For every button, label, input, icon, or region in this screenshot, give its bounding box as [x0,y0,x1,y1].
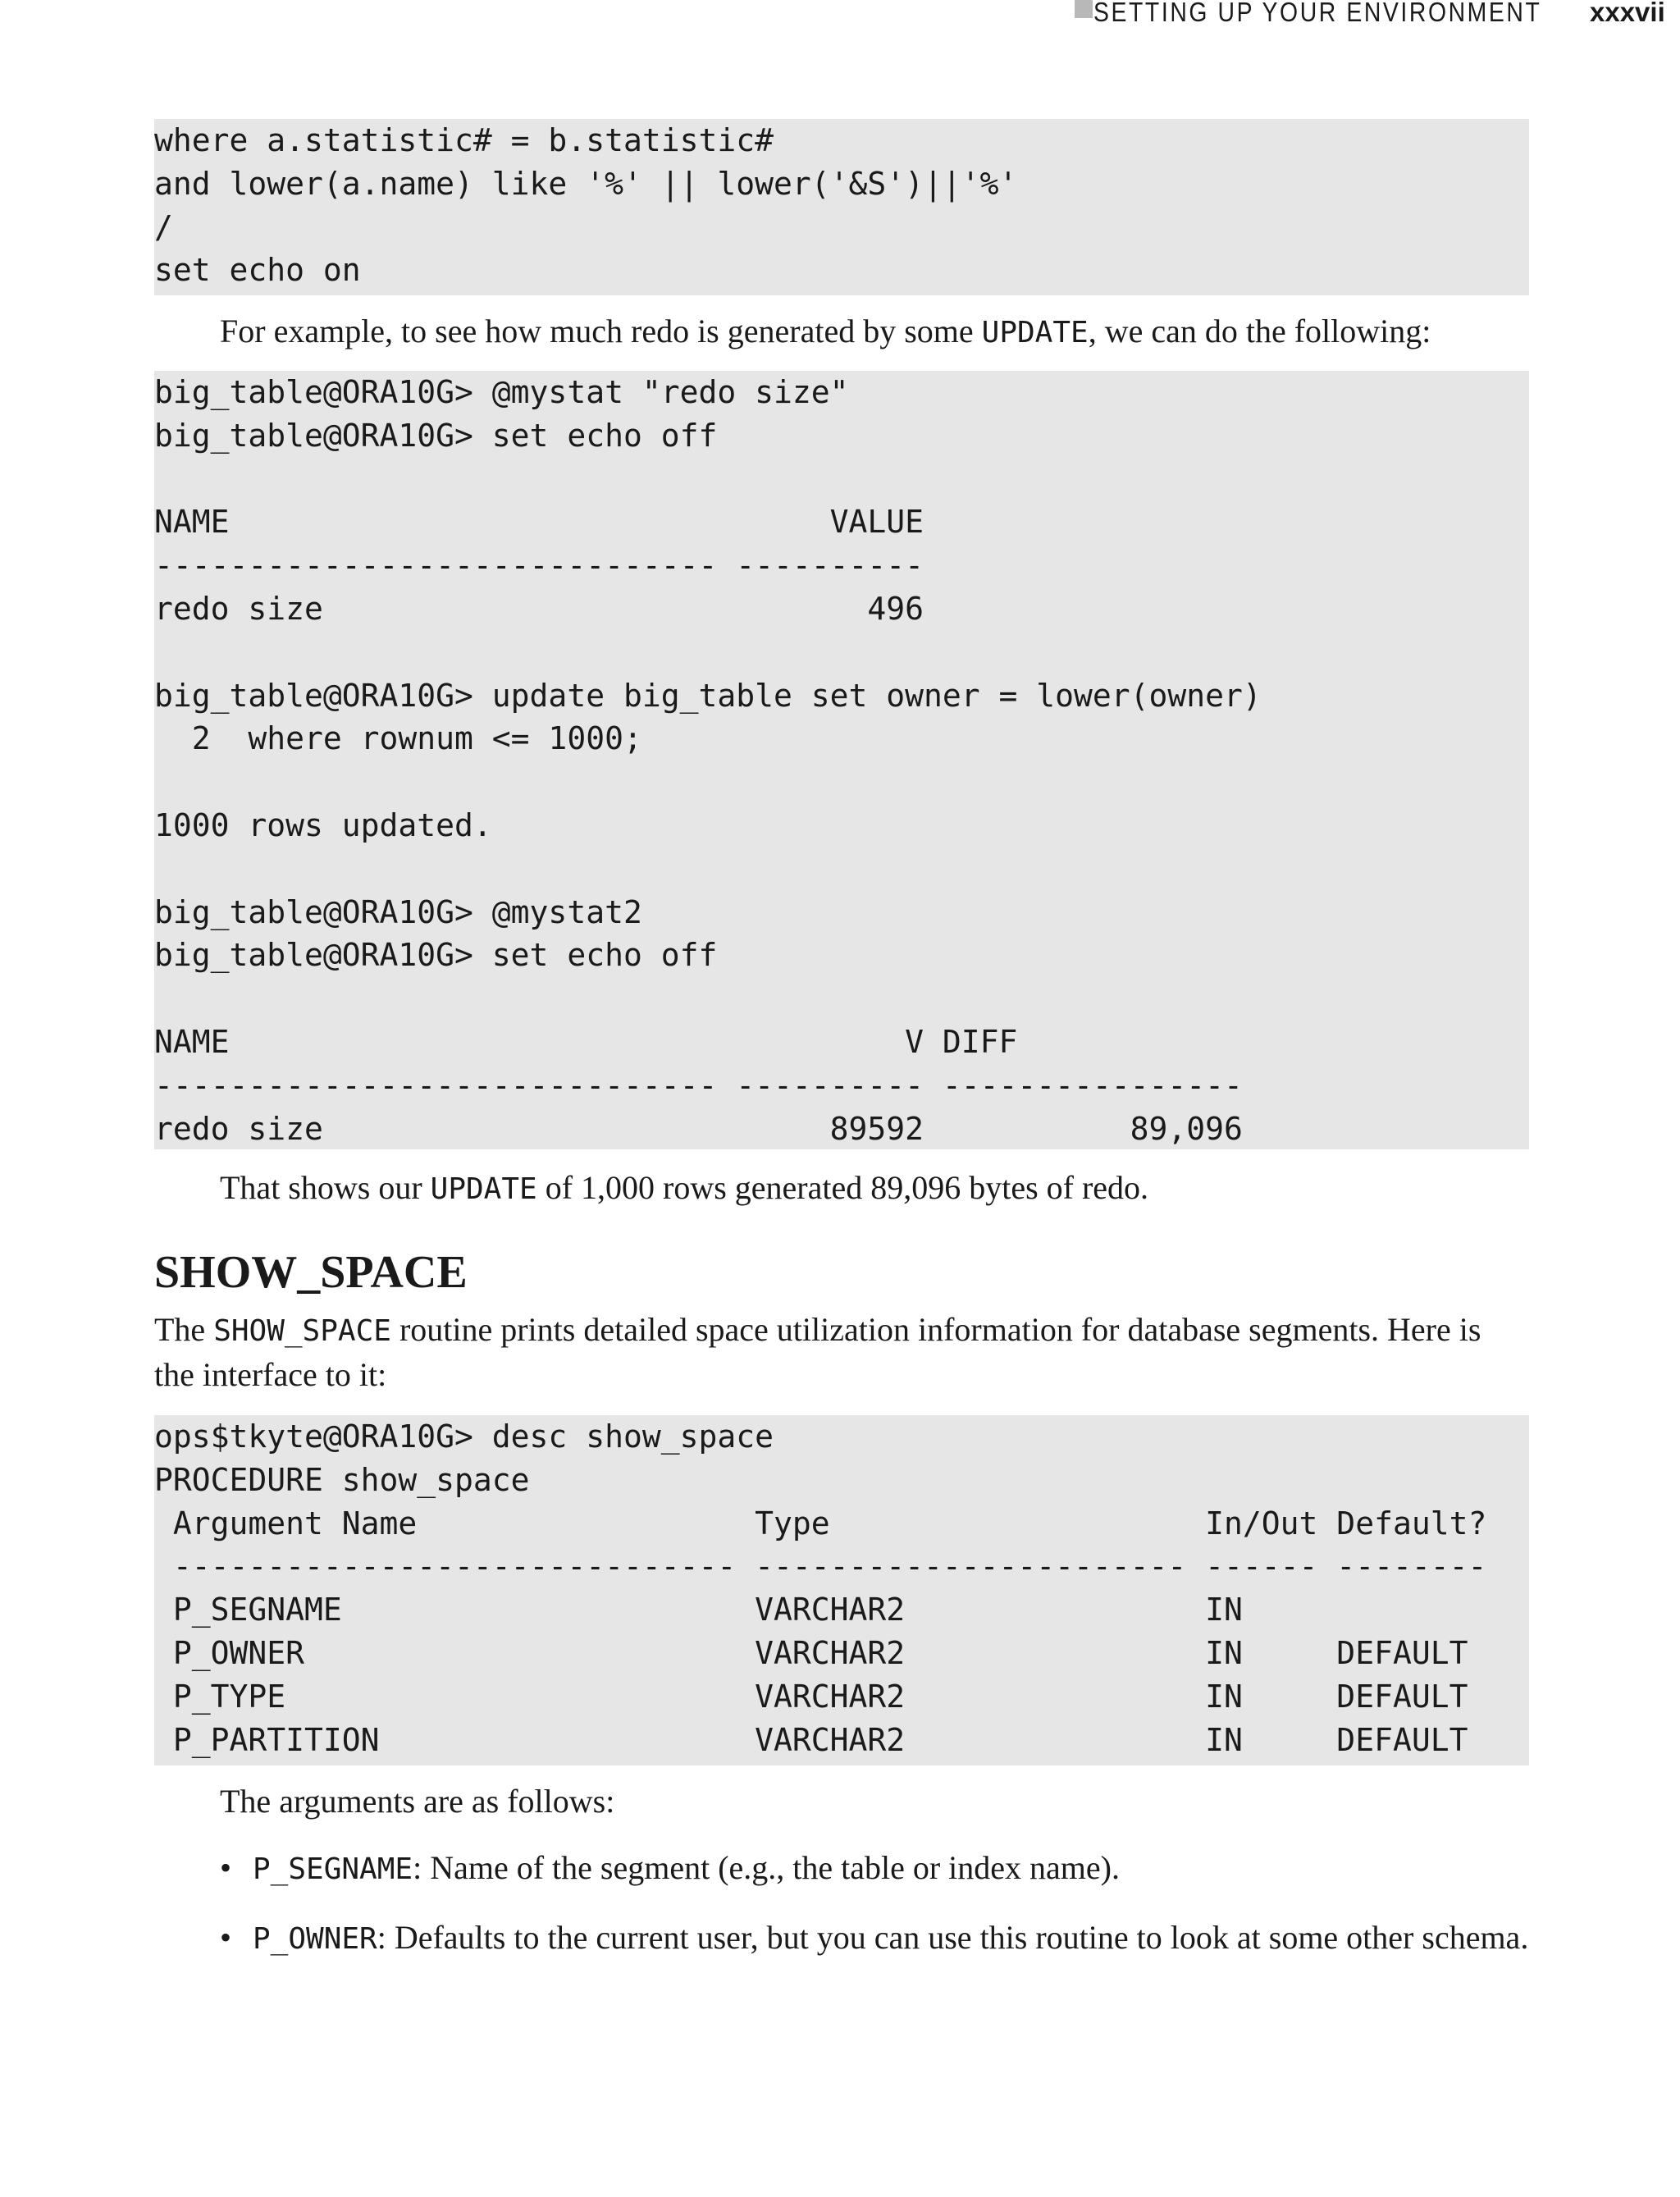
code-line: NAME VALUE [154,504,924,541]
code-line: Argument Name Type In/Out Default? [154,1505,1487,1542]
code-line: set echo on [154,252,361,289]
page-content [154,119,1529,1961]
code-line: PROCEDURE show_space [154,1461,530,1498]
code-line: 1000 rows updated. [154,806,492,843]
code-line: where a.statistic# = b.statistic# [154,122,774,158]
list-item [220,1916,1529,1961]
code-line: P_TYPE VARCHAR2 IN DEFAULT [154,1678,1468,1715]
code-line: big_table@ORA10G> set echo off [154,417,718,454]
header-marker [1075,0,1093,18]
page-number: xxxvii [1590,0,1665,27]
bullet-icon: • [220,1919,232,1956]
code-line: redo size 496 [154,590,924,627]
code-block-stat-query [154,119,1529,295]
list-item [220,1846,1529,1891]
code-line [154,458,1529,501]
paragraph-redo-example [154,309,1529,354]
code-line: 2 where rownum <= 1000; [154,720,642,757]
paragraph-text: That shows our [220,1169,431,1206]
code-line: ops$tkyte@ORA10G> desc show_space [154,1418,774,1455]
code-line: big_table@ORA10G> @mystat2 [154,893,642,930]
paragraph-text: The [154,1311,214,1348]
bullet-icon: • [220,1849,232,1886]
list-item-text: : Defaults to the current user, but you can use this routine to look at some other schema. [377,1919,1529,1956]
paragraph-text: routine prints detailed space utilization information for database segments. Here is the interface to it: [154,1311,1481,1393]
inline-code: UPDATE [981,316,1089,349]
paragraph-text: For example, to see how much redo is generated by some [220,313,982,349]
code-line: / [154,208,173,245]
running-header [0,0,1680,30]
code-line [154,631,1529,674]
code-line [154,760,1529,804]
inline-code: UPDATE [430,1172,537,1206]
code-line: P_SEGNAME VARCHAR2 IN [154,1592,1243,1628]
code-line: and lower(a.name) like '%' || lower('&S')||'%' [154,165,1018,202]
paragraph-arguments-intro: The arguments are as follows: [220,1783,615,1820]
code-line: big_table@ORA10G> update big_table set owner = lower(owner) [154,677,1262,714]
code-block-show-space-desc [154,1415,1529,1765]
code-line: P_PARTITION VARCHAR2 IN DEFAULT [154,1721,1468,1758]
code-line: big_table@ORA10G> @mystat "redo size" [154,374,849,410]
list-item-text: : Name of the segment (e.g., the table or index name). [413,1849,1120,1886]
code-line [154,977,1529,1021]
inline-code: P_OWNER [253,1922,377,1956]
running-header-title: SETTING UP YOUR ENVIRONMENT [1093,0,1542,27]
paragraph-update-result [154,1166,1529,1211]
code-block-mystat-session [154,371,1529,1149]
paragraph-text: of 1,000 rows generated 89,096 bytes of redo. [536,1169,1149,1206]
paragraph-show-space-intro [154,1308,1529,1396]
code-line: big_table@ORA10G> set echo off [154,937,718,974]
code-line: P_OWNER VARCHAR2 IN DEFAULT [154,1634,1468,1671]
inline-code: SHOW_SPACE [213,1314,391,1348]
code-line: ------------------------------ ---------- [154,547,924,584]
code-line: ------------------------------ ----------------------- ------ -------- [154,1548,1487,1585]
section-heading: SHOW_SPACE [154,1247,468,1298]
code-line: ------------------------------ ---------- ---------------- [154,1067,1243,1103]
code-line: NAME V DIFF [154,1023,1018,1060]
code-line: redo size 89592 89,096 [154,1110,1243,1147]
paragraph-text: , we can do the following: [1088,313,1431,349]
inline-code: P_SEGNAME [253,1852,413,1886]
code-line [154,847,1529,891]
arguments-list [154,1846,1529,1961]
